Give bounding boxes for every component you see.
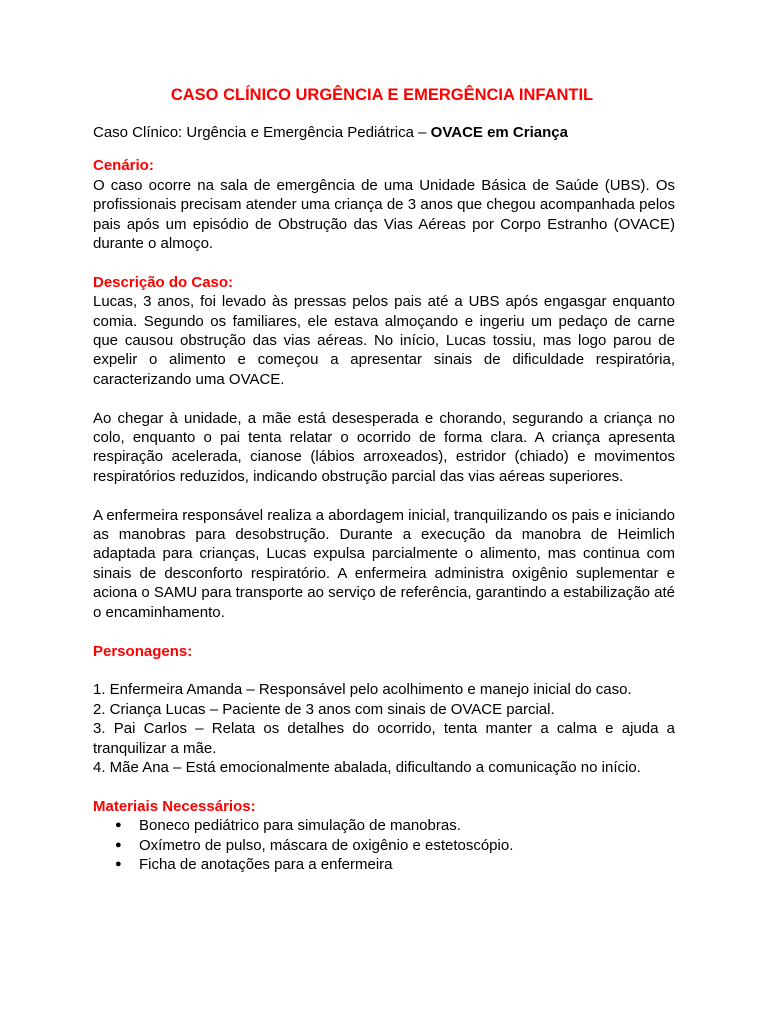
document-subtitle xyxy=(93,123,675,142)
document-page xyxy=(93,84,675,874)
section-text-cenario: O caso ocorre na sala de emergência de uma Unidade Básica de Saúde (UBS). Os profissionais precisam atender uma criança de 3 anos que chegou acompanhada pelos pais após um episódio de Obstrução das Vias Aéreas por Corpo Estranho (OVACE) durante o almoço. xyxy=(93,176,675,253)
list-item xyxy=(115,816,675,835)
subtitle-prefix: Caso Clínico: Urgência e Emergência Pediátrica – xyxy=(93,124,431,141)
section-heading-descricao: Descrição do Caso: xyxy=(93,273,234,291)
section-heading-cenario: Cenário: xyxy=(93,157,154,175)
descricao-paragraph: Ao chegar à unidade, a mãe está desesperada e chorando, segurando a criança no colo, enquanto o pai tenta relatar o ocorrido de forma clara. A criança apresenta respiração acelerada, cianose (lábios arroxeados), estridor (chiado) e movimentos respiratórios reduzidos, indicando obstrução parcial das vias aéreas superiores. xyxy=(93,409,675,485)
bullet-icon: ● xyxy=(115,857,122,870)
list-item xyxy=(115,836,675,855)
material-item-text: Boneco pediátrico para simulação de manobras. xyxy=(139,817,461,835)
personagem-item: 1. Enfermeira Amanda – Responsável pelo acolhimento e manejo inicial do caso. xyxy=(93,681,632,699)
descricao-paragraph: Lucas, 3 anos, foi levado às pressas pelos pais até a UBS após engasgar enquanto comia. Segundo os familiares, ele estava almoçando e ingeriu um pedaço de carne que causou obstrução das vias aéreas. No início, Lucas tossiu, mas logo parou de expelir o alimento e começou a apresentar sinais de dificuldade respiratória, caracterizando uma OVACE. xyxy=(93,293,675,388)
document-title: CASO CLÍNICO URGÊNCIA E EMERGÊNCIA INFANTIL xyxy=(170,86,594,104)
personagem-item: 2. Criança Lucas – Paciente de 3 anos com sinais de OVACE parcial. xyxy=(93,700,555,718)
section-heading-materiais: Materiais Necessários: xyxy=(93,797,256,815)
materials-list xyxy=(93,816,675,874)
list-item xyxy=(115,855,675,874)
material-item-text: Ficha de anotações para a enfermeira xyxy=(139,855,393,873)
section-heading-personagens: Personagens: xyxy=(93,642,193,660)
personagem-item: 4. Mãe Ana – Está emocionalmente abalada, dificultando a comunicação no início. xyxy=(93,758,641,776)
material-item-text: Oxímetro de pulso, máscara de oxigênio e estetoscópio. xyxy=(139,836,514,854)
bullet-icon: ● xyxy=(115,838,122,851)
bullet-icon: ● xyxy=(115,819,122,832)
personagem-item: 3. Pai Carlos – Relata os detalhes do ocorrido, tenta manter a calma e ajuda a tranquilizar a mãe. xyxy=(93,720,675,757)
subtitle-bold: OVACE em Criança xyxy=(430,124,568,141)
descricao-paragraph: A enfermeira responsável realiza a abordagem inicial, tranquilizando os pais e iniciando as manobras para desobstrução. Durante a execução da manobra de Heimlich adaptada para crianças, Lucas expulsa parcialmente o alimento, mas continua com sinais de desconforto respiratório. A enfermeira administra oxigênio suplementar e aciona o SAMU para transporte ao serviço de referência, garantindo a estabilização até o encaminhamento. xyxy=(93,506,676,621)
